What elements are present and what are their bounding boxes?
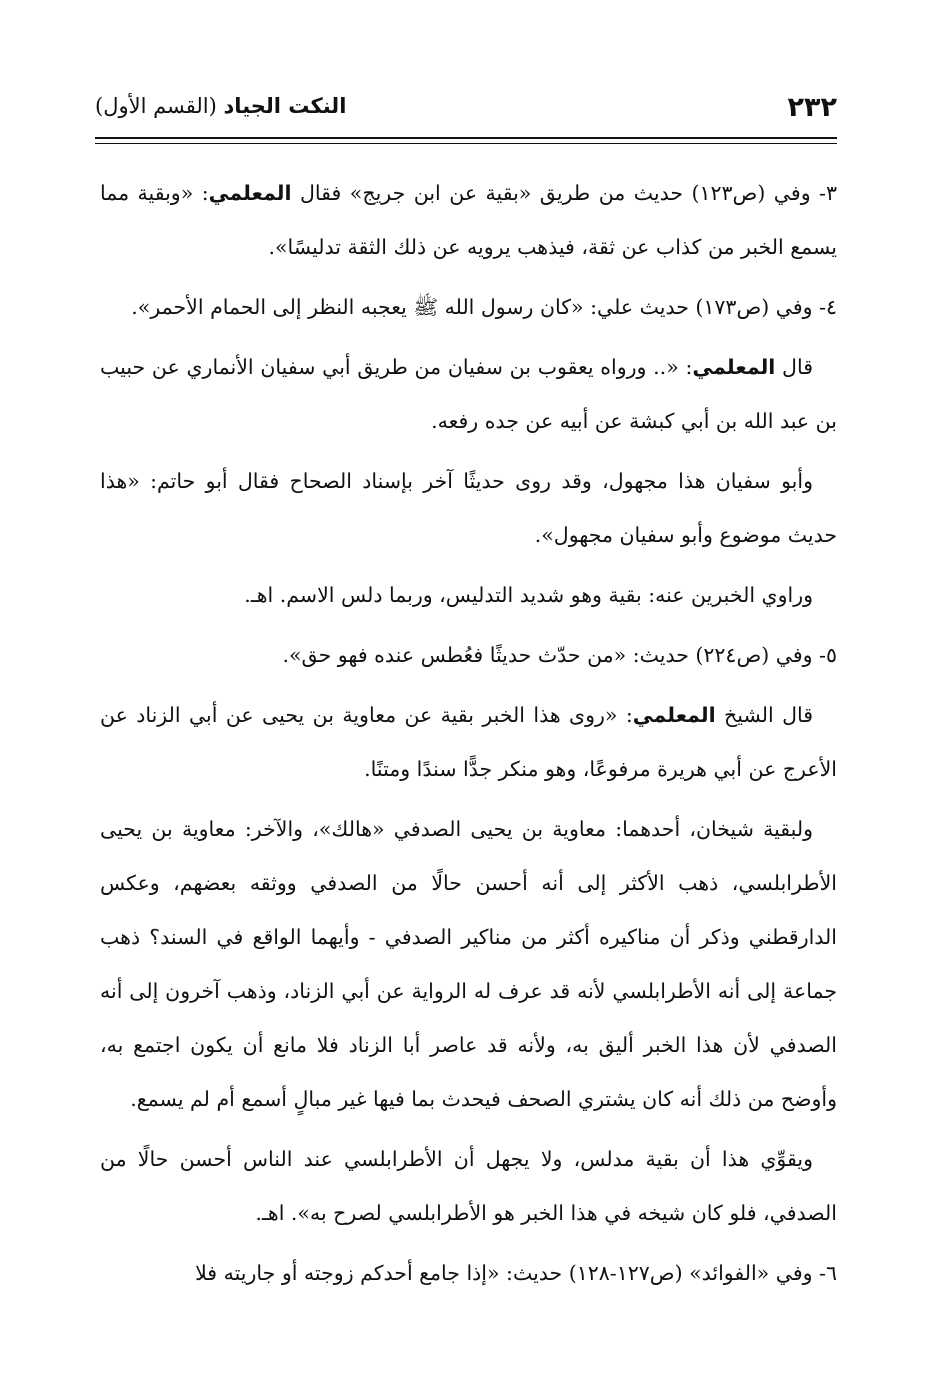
paragraph-text-block (100, 802, 837, 1126)
paragraph-text: ٤- وفي (ص١٧٣) حديث علي: «كان رسول الله ﷺ يعجبه النظر إلى الحمام الأحمر». (131, 295, 837, 319)
author-name: المعلمي (208, 181, 292, 205)
paragraph-text: ٣- وفي (ص١٢٣) حديث من طريق «بقية عن ابن جريج» فقال (291, 181, 838, 205)
paragraph-text: ٦- وفي «الفوائد» (ص١٢٧-١٢٨) حديث: «إذا جامع أحدكم زوجته أو جاريته فلا (195, 1261, 837, 1285)
paragraph-item-5 (100, 628, 837, 682)
paragraph-quote (100, 340, 837, 448)
paragraph-text: : «.. ورواه يعقوب بن سفيان من طريق أبي سفيان الأنماري عن حبيب بن عبد الله بن أبي كبشة عن أبيه عن جده رفعه. (100, 355, 837, 433)
paragraph-item-4 (100, 280, 837, 334)
paragraph-text: وأبو سفيان هذا مجهول، وقد روى حديثًا آخر بإسناد الصحاح فقال أبو حاتم: «هذا حديث موضوع وأبو سفيان مجهول». (100, 469, 837, 547)
paragraph-text: : «وبقية مما يسمع الخبر من كذاب عن ثقة، فيذهب يرويه عن ذلك الثقة تدليسًا». (100, 181, 837, 259)
paragraph-text: ولبقية شيخان، أحدهما: معاوية بن يحيى الصدفي «هالك»، والآخر: معاوية بن يحيى الأطرابلسي، ذهب الأكثر إلى أنه أحسن حالًا من الصدفي ووثقه بعضهم، وعكس الدارقطني وذكر أن مناكيره أكثر من مناكير الصدفي - وأيهما الواقع في السند؟ ذهب جماعة إلى أنه الأطرابلسي لأنه قد عرف له الرواية عن أبي الزناد، وذهب آخرون إلى أنه الصدفي لأن هذا الخبر أليق به، ولأنه قد عاصر أبا الزناد فلا مانع أن يكون اجتمع به، وأوضح من ذلك أنه كان يشتري الصحف فيحدث بما فيها غير مبالٍ أسمع أم لم يسمع. (100, 817, 837, 1111)
book-subtitle: (القسم الأول) (95, 94, 217, 118)
paragraph-item-6 (100, 1246, 837, 1300)
paragraph-item-3 (100, 166, 837, 274)
paragraph-quote (100, 688, 837, 796)
paragraph-text: : «روى هذا الخبر بقية عن معاوية بن يحيى عن أبي الزناد عن الأعرج عن أبي هريرة مرفوعًا، وهو منكر جدًّا سندًا ومتنًا. (100, 703, 837, 781)
book-title: النكت الجياد (223, 94, 347, 118)
paragraph-text-block (100, 1132, 837, 1240)
paragraph-text-block (100, 568, 837, 622)
page-header (95, 92, 837, 128)
paragraph-text: ٥- وفي (ص٢٢٤) حديث: «من حدّث حديثًا فعُطس عنده فهو حق». (282, 643, 837, 667)
page-body (100, 166, 837, 1306)
paragraph-text: وراوي الخبرين عنه: بقية وهو شديد التدليس، وربما دلس الاسم. اهـ. (244, 583, 813, 607)
header-rule-thick (95, 137, 837, 139)
page-number: ٢٣٢ (787, 92, 837, 123)
paragraph-text: قال الشيخ (715, 703, 814, 727)
header-rule-thin (95, 143, 837, 144)
paragraph-text: ويقوِّي هذا أن بقية مدلس، ولا يجهل أن الأطرابلسي عند الناس أحسن حالًا من الصدفي، فلو كان شيخه في هذا الخبر هو الأطرابلسي لصرح به». اهـ. (100, 1147, 837, 1225)
author-name: المعلمي (692, 355, 776, 379)
running-title (95, 94, 346, 118)
author-name: المعلمي (632, 703, 716, 727)
paragraph-text-block (100, 454, 837, 562)
paragraph-text: قال (775, 355, 813, 379)
